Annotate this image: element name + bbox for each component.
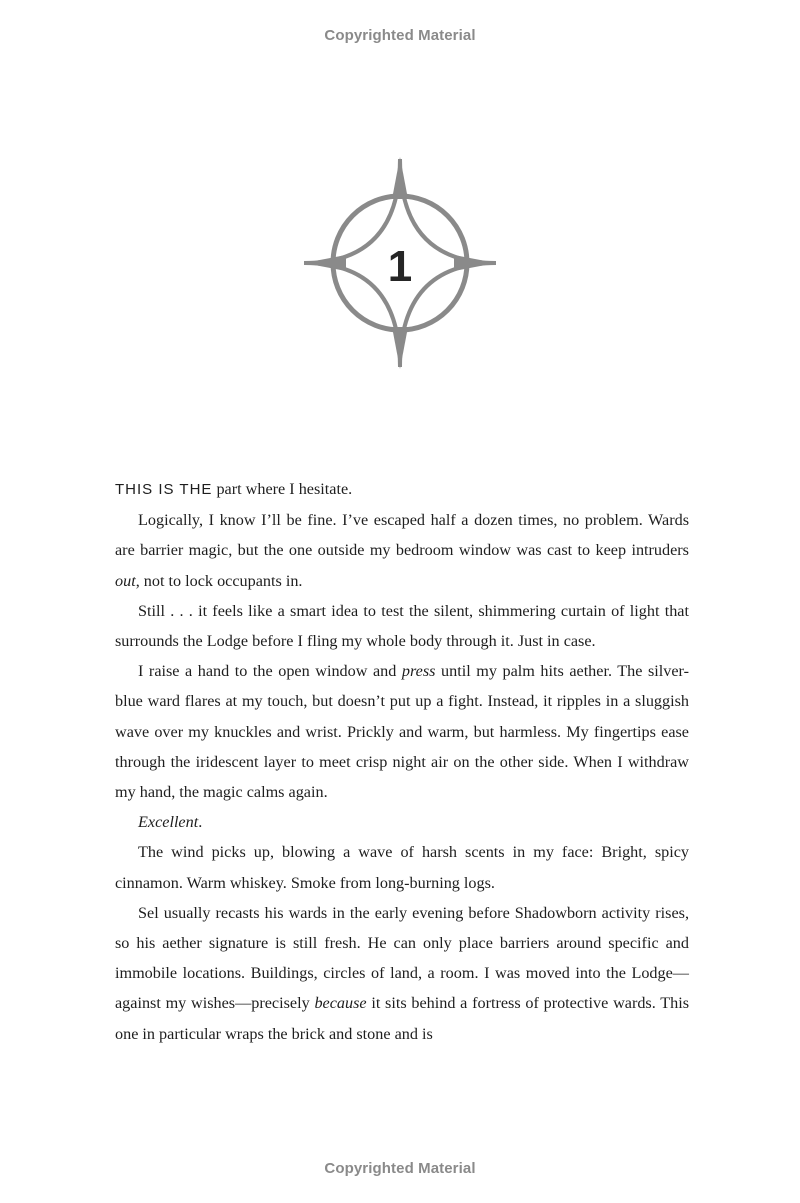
chapter-body: [115, 474, 689, 1049]
paragraph: Excellent.: [138, 813, 203, 832]
paragraph: Still . . . it feels like a smart idea to test the silent, shimmering curtain of light that surrounds the Lodge before I fling my whole body through it. Just in case.: [115, 601, 689, 651]
copyright-footer: Copyrighted Material: [324, 1160, 476, 1177]
paragraph: Logically, I know I’ll be fine. I’ve escaped half a dozen times, no problem. Wards are barrier magic, but the one outside my bedroom window was cast to keep intruders out, not to lock occupants in.: [115, 511, 689, 590]
paragraph: Sel usually recasts his wards in the early evening before Shadowborn activity rises, so his aether signature is still fresh. He can only place barriers around specific and immobile locations. Buildings, circles of land, a room. I was moved into the Lodge—against my wishes—precisely because it sits behind a fortress of protective wards. This one in particular wraps the brick and stone and is: [115, 903, 689, 1043]
copyright-header: Copyrighted Material: [324, 27, 476, 44]
paragraph: The wind picks up, blowing a wave of harsh scents in my face: Bright, spicy cinnamon. Warm whiskey. Smoke from long-burning logs.: [115, 843, 689, 892]
paragraph: THIS IS THE part where I hesitate.: [115, 480, 353, 498]
opening-smallcaps: THIS IS THE: [115, 481, 213, 498]
chapter-number: 1: [387, 242, 413, 291]
paragraph: I raise a hand to the open window and press until my palm hits aether. The silver-blue ward flares at my touch, but doesn’t put up a fight. Instead, it ripples in a sluggish wave over my knuckles and wrist. Prickly and warm, but harmless. My fingertips ease through the iridescent layer to meet crisp night air on the other side. When I withdraw my hand, the magic calms again.: [115, 662, 690, 802]
chapter-emblem: [302, 155, 498, 371]
